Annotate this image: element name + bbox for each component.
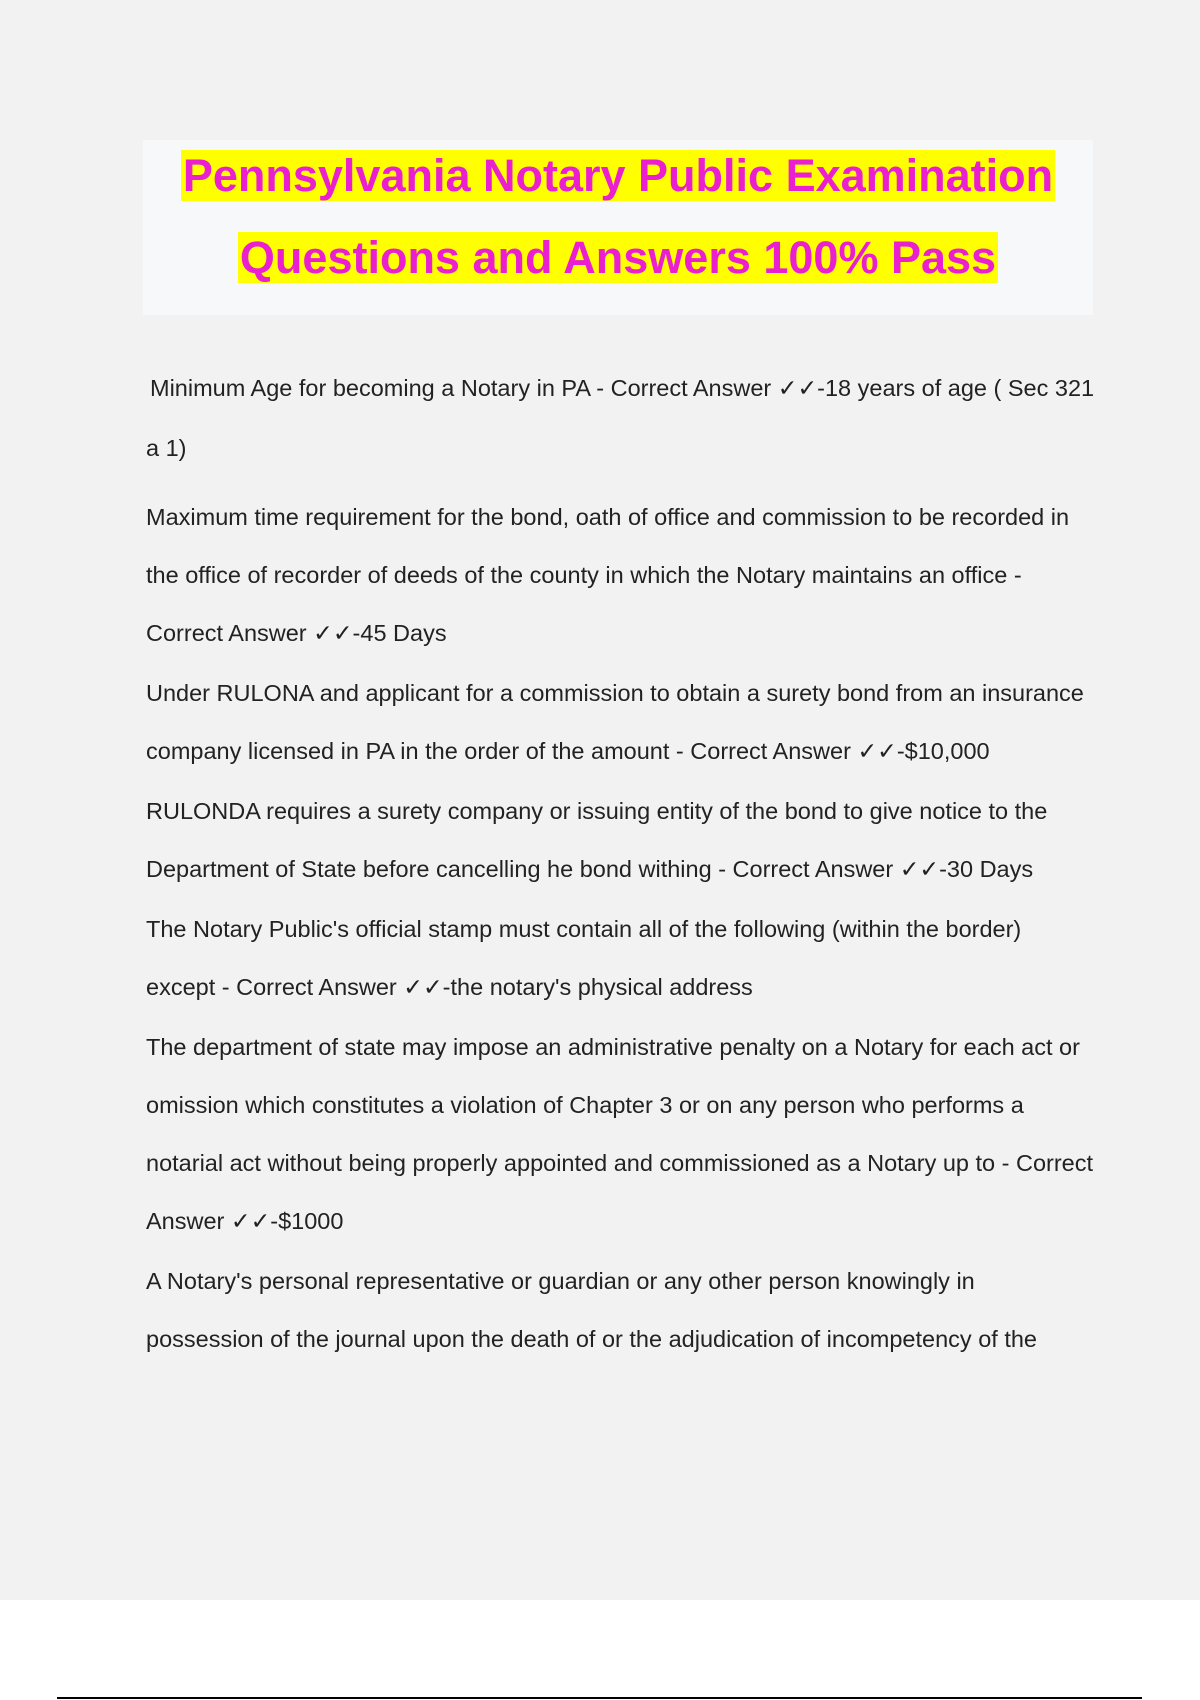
qa-entry-journal-possession: A Notary's personal representative or guardian or any other person knowingly in possession of the journal upon the death of or the adjudication of incompetency of the <box>146 1268 1037 1352</box>
qa-entry-minimum-age: Minimum Age for becoming a Notary in PA - Correct Answer ✓✓-18 years of age ( Sec 321 a 1) <box>146 375 1095 461</box>
footer-divider <box>57 1697 1142 1699</box>
qa-entry-bond-cancel-notice: RULONDA requires a surety company or issuing entity of the bond to give notice to the Department of State before cancelling he bond withing - Correct Answer ✓✓-30 Days <box>146 798 1048 882</box>
qa-entry-administrative-penalty: The department of state may impose an administrative penalty on a Notary for each act or omission which constitutes a violation of Chapter 3 or on any person who performs a notarial act without being properly appointed and commissioned as a Notary up to - Correct Answer ✓✓-$1000 <box>146 1034 1094 1234</box>
qa-entry-surety-bond: Under RULONA and applicant for a commission to obtain a surety bond from an insurance company licensed in PA in the order of the amount - Correct Answer ✓✓-$10,000 <box>146 680 1084 764</box>
qa-entry-official-stamp: The Notary Public's official stamp must contain all of the following (within the border) except - Correct Answer ✓✓-the notary's physical address <box>146 916 1022 1000</box>
qa-list <box>146 358 1096 1368</box>
document-title-line-2: Questions and Answers 100% Pass <box>239 232 997 283</box>
qa-entry-recording-time: Maximum time requirement for the bond, oath of office and commission to be recorded in the office of recorder of deeds of the county in which the Notary maintains an office - Correct Answer ✓✓-45 Days <box>146 504 1070 646</box>
document-title-line-1: Pennsylvania Notary Public Examination <box>182 150 1054 201</box>
title-block <box>143 140 1093 315</box>
